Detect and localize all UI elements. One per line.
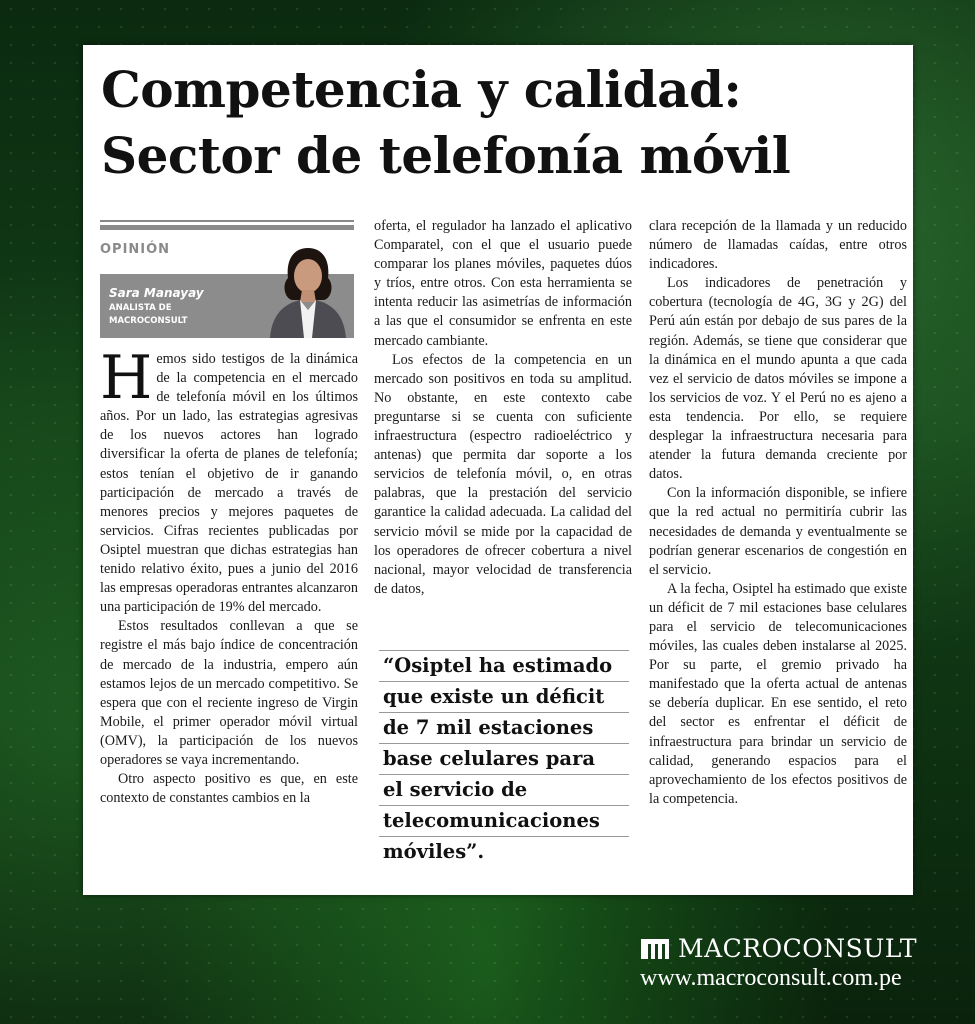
pull-quote-line: de 7 mil estaciones	[379, 713, 629, 744]
pull-quote-line: el servicio de	[379, 775, 629, 806]
pull-quote-line: telecomunicaciones	[379, 806, 629, 837]
paragraph: oferta, el regulador ha lanzado el aplicativo Comparatel, con el que el usuario puede comparar los planes móviles, paquetes dúos y tríos, entre otros. Con esta herramienta se intenta reducir las asimetrías de información a las que el consumidor se enfrenta en este mercado cambiante.	[374, 218, 632, 349]
column-2	[374, 217, 632, 599]
paragraph: Estos resultados conllevan a que se registre el más bajo índice de concentración de mercado de la industria, empero aún estamos lejos de un mercado competitivo. Se espera que con el reciente ingreso de Virgin Mobile, el primer operador móvil virtual (OMV), la participación de los nuevos operadores se vaya incrementando.	[100, 618, 358, 768]
pull-quote-line: “Osiptel ha estimado	[379, 651, 629, 682]
pull-quote-line: móviles”.	[383, 840, 485, 863]
headline-line-1: Competencia y calidad:	[101, 60, 742, 119]
paragraph-text: emos sido testigos de la dinámica de la competencia en el mercado de telefonía móvil en los últimos años. Por un lado, las estrategias agresivas de los nuevos actores han logrado diversificar la oferta de planes de telefonía; estos tenían el objetivo de ir ganando participación de mercado a través de menores precios y mejores paquetes de servicios. Cifras recientes publicadas por Osiptel muestran que dichas estrategias han tenido relativo éxito, pues a junio del 2016 las empresas operadoras entrantes alcanzaron una participación de 19% del mercado.	[100, 351, 358, 616]
brand-url[interactable]: www.macroconsult.com.pe	[640, 965, 902, 991]
author-name: Sara Manayay	[109, 286, 204, 300]
newspaper-clipping	[83, 45, 913, 895]
pull-quote	[379, 650, 629, 867]
paragraph: clara recepción de la llamada y un reducido número de llamadas caídas, entre otros indicadores.	[649, 218, 907, 273]
brand-footer	[640, 934, 950, 992]
column-3	[649, 217, 907, 809]
paragraph: Con la información disponible, se infiere que la red actual no permitiría cubrir las necesidades de demanda y eventualmente se podrían generar escenarios de congestión en el servicio.	[649, 485, 907, 578]
byline-rule	[100, 220, 354, 222]
section-label: OPINIÓN	[100, 242, 171, 257]
headline-line-2: Sector de telefonía móvil	[101, 126, 791, 185]
macroconsult-logo-icon	[640, 937, 670, 961]
author-photo	[262, 238, 354, 338]
byline	[100, 220, 354, 337]
paragraph	[100, 343, 358, 617]
headline	[101, 57, 901, 189]
drop-cap: H	[100, 343, 153, 413]
author-role: ANALISTA DE MACROCONSULT	[109, 303, 188, 326]
column-1	[100, 343, 358, 808]
pull-quote-line: base celulares para	[379, 744, 629, 775]
paragraph: Los efectos de la competencia en un mercado son positivos en toda su amplitud. No obstante, en este contexto cabe preguntarse si se cuenta con suficiente infraestructura (espectro radioeléctrico y antenas) que permita dar soporte a los servicios de telefonía móvil, o, en otras palabras, que la prestación del servicio garantice la calidad adecuada. La calidad del servicio móvil se mide por la capacidad de los operadores de ofrecer cobertura a nivel nacional, mayor velocidad de transferencia de datos,	[374, 351, 632, 597]
paragraph: Los indicadores de penetración y cobertura (tecnología de 4G, 3G y 2G) del Perú aún están por debajo de sus pares de la región. Además, se tiene que considerar que la dinámica en el mundo apunta a que cada vez el servicio de datos móviles se impone a los servicios de voz. Y el Perú no es ajeno a esta tendencia. Por ello, se requiere desplegar la infraestructura necesaria para atender la futura demanda creciente por datos.	[649, 275, 907, 483]
paragraph: Otro aspecto positivo es que, en este contexto de constantes cambios en la	[100, 771, 358, 807]
brand-name: MACROCONSULT	[678, 934, 918, 963]
pull-quote-line: que existe un déficit	[379, 682, 629, 713]
byline-rule-thick	[100, 225, 354, 230]
brand-logo-row	[640, 934, 950, 963]
paragraph: A la fecha, Osiptel ha estimado que existe un déficit de 7 mil estaciones base celulares para el servicio de telecomunicaciones móviles, las cuales deben instalarse al 2025. Por su parte, el gremio privado ha manifestado que la oferta actual de antenas se debería duplicar. En ese sentido, el reto del sector es enfrentar el déficit de infraestructura para brindar un servicio de calidad, generando espacios para el aprovechamiento de los efectos positivos de la competencia.	[649, 580, 907, 807]
